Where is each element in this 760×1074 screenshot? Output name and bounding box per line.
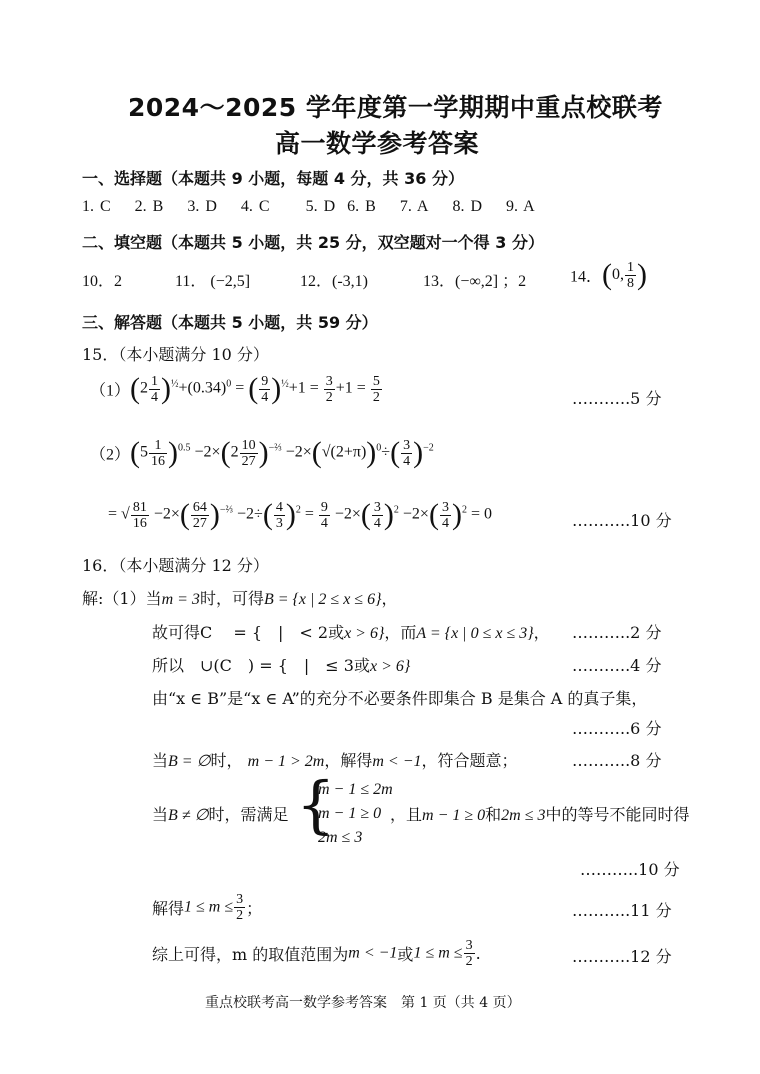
q16-line6-score: ………..10 分 [580, 860, 680, 879]
fill-q14: 14．(0, $\frac{1}{8}$ ) [570, 258, 648, 291]
fill-q12: 12．(-3,1) [300, 273, 368, 290]
q16-line2-score: ………..2 分 [572, 623, 662, 642]
q16-line8-score: ………..12 分 [572, 947, 672, 966]
answer-7: 7. A [399, 198, 429, 215]
q16-line3: 所以 ∪(C ) = { | ≤ 3或x > 6} [152, 656, 411, 675]
choice-answers [82, 198, 535, 216]
q16-line7: 解得1 ≤ m ≤ $\frac{3}{2}$ ； [152, 892, 263, 923]
fill-q10: 10．2 [82, 273, 123, 290]
q16-line2: 故可得C = { | < 2或x > 6}，而A = {x | 0 ≤ x ≤ 3}， [152, 623, 550, 642]
q16-line6-suffix: ，且m − 1 ≥ 0和2m ≤ 3中的等号不能同时得 [390, 805, 690, 824]
q16-line4: 由“x ∈ B”是“x ∈ A”的充分不必要条件即集合 B 是集合 A 的真子集， [152, 689, 648, 708]
answer-1: 1. C [82, 198, 111, 215]
q15-part1-expression: （1）(2 $\frac{1}{4}$ )$^{\frac{1}{2}}+(0.34)^0$ = ( $\frac{9}{4}$ )$^{\frac{1}{2}}$+1 = $\frac{3}{2}$ +1 = $\frac{5}{2}$ [90, 372, 380, 405]
answer-5: 5. D [305, 198, 336, 215]
answer-9: 9. A [506, 198, 535, 215]
system-row-1: m − 1 ≤ 2m [318, 781, 393, 798]
page-title: 2024～2025 学年度第一学期期中重点校联考 [128, 93, 663, 122]
inequality-system [318, 778, 393, 850]
system-row-3: 2m ≤ 3 [318, 829, 363, 846]
q15-part2-score: ………..10 分 [572, 511, 672, 530]
system-row-2: m − 1 ≥ 0 [318, 805, 382, 822]
page-footer: 重点校联考高一数学参考答案 第 1 页（共 4 页） [205, 995, 521, 1011]
fill-q13: 13．(−∞,2] ；2 [423, 273, 527, 290]
section-heading-fill: 二、填空题（本题共 5 小题，共 25 分，双空题对一个得 3 分） [82, 233, 544, 252]
q16-line6-prefix: 当B ≠ ∅时，需满足 [152, 805, 289, 824]
answer-6: 6. B [347, 198, 376, 215]
answer-3: 3. D [187, 198, 217, 215]
q15-part2-expression: （2）(5 $\frac{1}{16}$ )$^{0.5}$ −2×(2 $\frac{10}{27}$ )$^{-\frac{2}{3}} -2\times(√(2+\pi))^0\div$( $\frac{3}{4}$ )$^{-2}$ [90, 436, 434, 469]
system-brace: { [296, 768, 336, 841]
answer-8: 8. D [452, 198, 483, 215]
answer-4: 4. C [240, 198, 270, 215]
answer-2: 2. B [134, 198, 164, 215]
q16-heading: 16．（本小题满分 12 分） [82, 556, 269, 575]
q16-line8: 综上可得，m 的取值范围为m < −1或1 ≤ m ≤ $\frac{3}{2}$ . [152, 938, 481, 969]
q16-line5-score: ………..8 分 [572, 751, 662, 770]
q16-line1: 解:（1）当m = 3时，可得B = {x | 2 ≤ x ≤ 6}， [82, 589, 398, 608]
q15-heading: 15．（本小题满分 10 分） [82, 345, 269, 364]
q15-part2-result: = √ $\frac{81}{16}$ −2×( $\frac{64}{27}$ )$^{-\frac{2}{3}}$ −2÷( $\frac{4}{3}$ )$^2$ = $\frac{9}{4}$ −2×( $\frac{3}{4}$ )$^2$ −2×( $\frac{3}{4}$ )$^2$ = 0 [108, 498, 492, 531]
section-heading-choice: 一、选择题（本题共 9 小题，每题 4 分，共 36 分） [82, 169, 464, 188]
q16-line7-score: ………..11 分 [572, 901, 672, 920]
q16-line5: 当B = ∅时， m − 1 > 2m，解得m < −1，符合题意； [152, 751, 518, 770]
q16-line4-score: ………..6 分 [572, 719, 662, 738]
page-subtitle: 高一数学参考答案 [275, 129, 480, 158]
fill-q11: 11． (−2,5] [175, 273, 251, 290]
section-heading-solve: 三、解答题（本题共 5 小题，共 59 分） [82, 313, 378, 332]
q16-line3-score: ………..4 分 [572, 656, 662, 675]
q15-part1-score: ………..5 分 [572, 389, 662, 408]
